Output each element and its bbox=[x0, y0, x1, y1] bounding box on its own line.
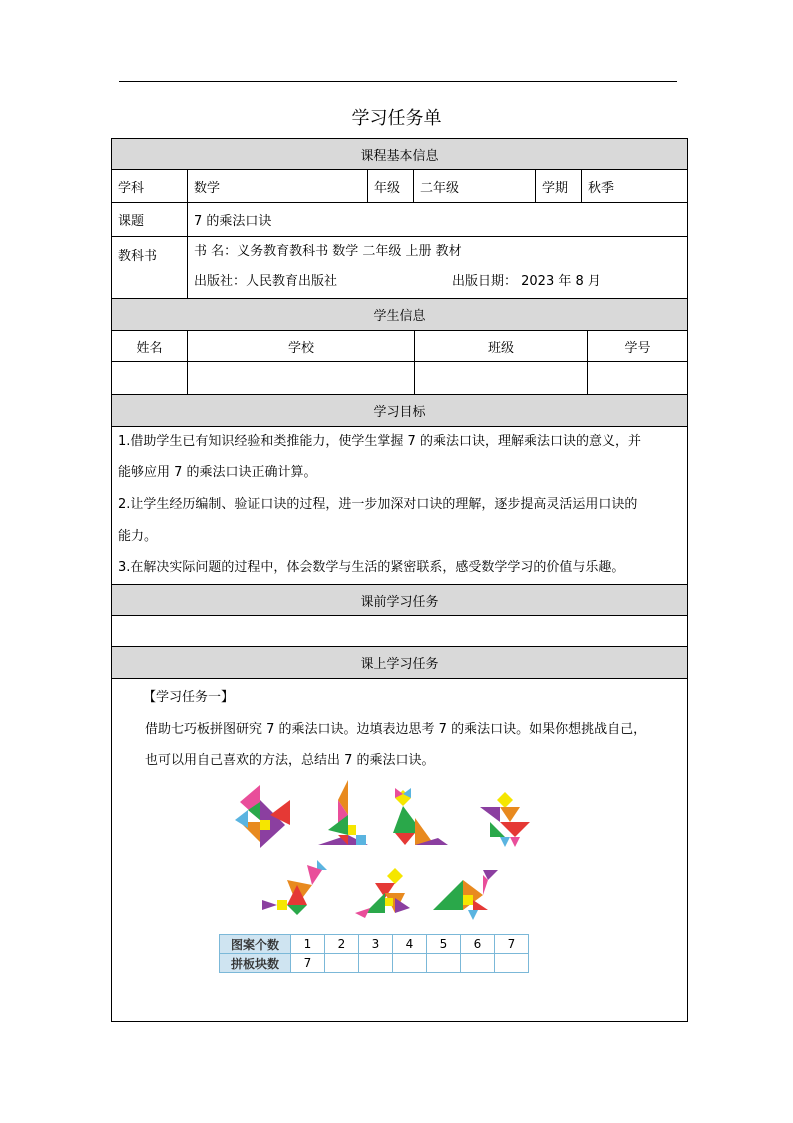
school-input[interactable] bbox=[188, 362, 415, 394]
pattern-count-cell: 3 bbox=[359, 935, 393, 954]
piece-count-input[interactable] bbox=[359, 954, 393, 973]
tangram-fish bbox=[235, 785, 290, 848]
book-name: 书 名：义务教育教科书 数学 二年级 上册 教材 bbox=[194, 244, 462, 259]
pattern-count-cell: 5 bbox=[427, 935, 461, 954]
school-column: 学校 bbox=[188, 331, 415, 361]
goal-line: 2.让学生经历编制、验证口诀的过程，进一步加深对口诀的理解，逐步提高灵活运用口诀的 bbox=[118, 497, 638, 512]
goal-line: 能力。 bbox=[118, 529, 158, 544]
student-info-input-row bbox=[112, 362, 687, 395]
section-title: 课上学习任务 bbox=[360, 657, 439, 672]
subject-label: 学科 bbox=[112, 170, 188, 202]
goal-line: 1.借助学生已有知识经验和类推能力，使学生掌握 7 的乘法口诀，理解乘法口诀的意义，并 bbox=[118, 434, 641, 449]
tangram-rabbit bbox=[355, 868, 410, 918]
goal-line: 能够应用 7 的乘法口诀正确计算。 bbox=[118, 465, 317, 480]
subject-value: 数学 bbox=[188, 170, 368, 202]
section-title: 学习目标 bbox=[373, 405, 426, 420]
goal-line: 3.在解决实际问题的过程中，体会数学与生活的紧密联系，感受数学学习的价值与乐趣。 bbox=[118, 560, 625, 575]
publisher: 出版社：人民教育出版社 bbox=[194, 274, 338, 289]
textbook-details bbox=[188, 237, 687, 298]
name-input[interactable] bbox=[112, 362, 188, 394]
piece-count-input[interactable] bbox=[427, 954, 461, 973]
student-id-input[interactable] bbox=[588, 362, 687, 394]
pattern-count-cell: 7 bbox=[495, 935, 529, 954]
task-instruction: 也可以用自己喜欢的方法，总结出 7 的乘法口诀。 bbox=[145, 753, 435, 768]
goals-header bbox=[112, 395, 687, 427]
pattern-count-cell: 1 bbox=[291, 935, 325, 954]
student-id-column: 学号 bbox=[624, 340, 651, 356]
term-value: 秋季 bbox=[588, 180, 615, 196]
piece-count-cell: 7 bbox=[291, 954, 325, 973]
term-label: 学期 bbox=[536, 170, 582, 202]
textbook-row bbox=[112, 237, 687, 299]
task-title: 【学习任务一】 bbox=[143, 690, 235, 705]
pattern-count-cell: 6 bbox=[461, 935, 495, 954]
topic-label: 课题 bbox=[112, 203, 188, 236]
pattern-count-row bbox=[220, 935, 529, 954]
pattern-count-cell: 4 bbox=[393, 935, 427, 954]
piece-count-label: 拼板块数 bbox=[220, 954, 291, 973]
pattern-count-label: 图案个数 bbox=[220, 935, 291, 954]
subject-row bbox=[112, 170, 687, 203]
pre-class-body[interactable] bbox=[112, 616, 687, 647]
piece-count-input[interactable] bbox=[393, 954, 427, 973]
textbook-label: 教科书 bbox=[112, 237, 188, 298]
student-info-header bbox=[112, 299, 687, 331]
topic-row bbox=[112, 203, 687, 237]
student-info-columns bbox=[112, 331, 687, 362]
topic-value: 7 的乘法口诀 bbox=[194, 214, 272, 229]
section-title: 学生信息 bbox=[373, 309, 426, 324]
course-info-header bbox=[112, 139, 687, 170]
tangram-sitter bbox=[318, 780, 368, 845]
task-instruction: 借助七巧板拼图研究 7 的乘法口诀。边填表边思考 7 的乘法口诀。如果你想挑战自己， bbox=[145, 722, 647, 737]
class-column: 班级 bbox=[415, 331, 588, 361]
publish-date: 出版日期： 2023 年 8 月 bbox=[452, 274, 601, 289]
section-title: 课前学习任务 bbox=[360, 594, 439, 610]
section-title: 课程基本信息 bbox=[360, 148, 439, 164]
tangram-swan bbox=[433, 870, 498, 920]
piece-count-input[interactable] bbox=[495, 954, 529, 973]
piece-count-input[interactable] bbox=[461, 954, 495, 973]
goals-body bbox=[112, 427, 687, 585]
piece-count-row bbox=[220, 954, 529, 973]
in-class-header bbox=[112, 647, 687, 679]
tangram-dancer bbox=[480, 792, 530, 847]
tangram-bird bbox=[262, 860, 327, 915]
top-rule bbox=[119, 81, 677, 82]
name-column: 姓名 bbox=[112, 331, 188, 361]
class-input[interactable] bbox=[415, 362, 588, 394]
page-title: 学习任务单 bbox=[351, 108, 442, 129]
pattern-count-cell: 2 bbox=[325, 935, 359, 954]
tangram-figures bbox=[230, 780, 540, 925]
grade-label: 年级 bbox=[368, 170, 414, 202]
tangram-cat bbox=[393, 788, 448, 845]
tangram-count-table bbox=[219, 934, 529, 973]
pre-class-header bbox=[112, 585, 687, 616]
piece-count-input[interactable] bbox=[325, 954, 359, 973]
grade-value: 二年级 bbox=[414, 170, 536, 202]
